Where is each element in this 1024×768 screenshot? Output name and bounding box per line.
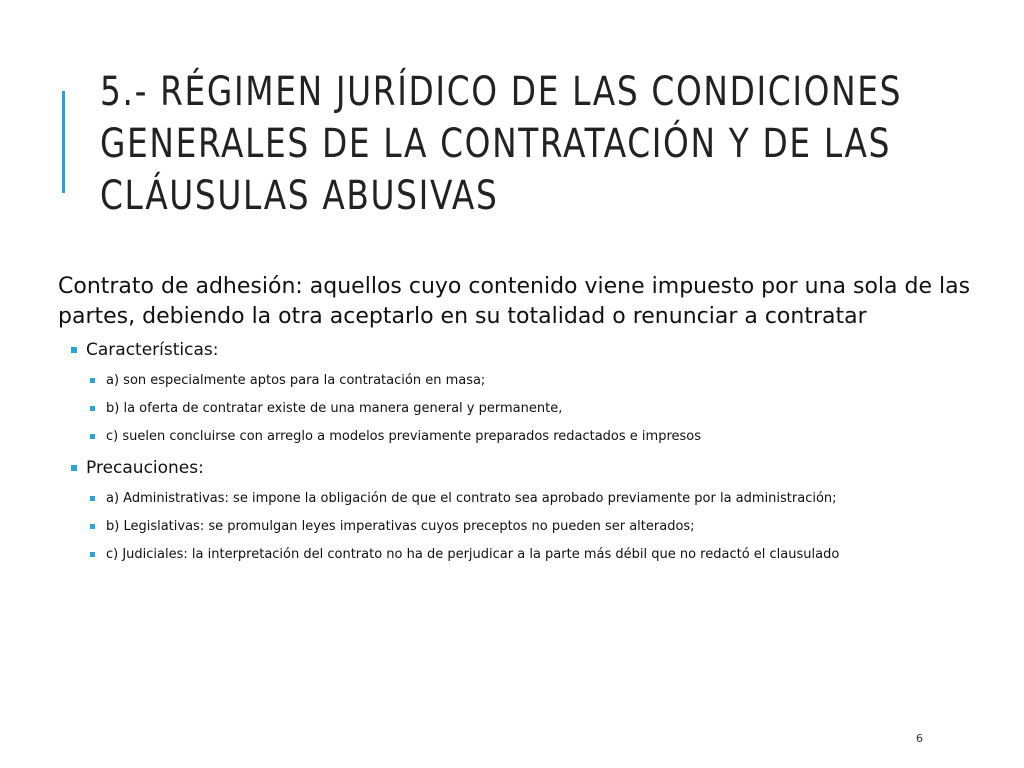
- slide-body: [58, 272, 978, 574]
- section-heading-label: Precauciones:: [86, 458, 204, 478]
- lead-paragraph: Contrato de adhesión: aquellos cuyo contenido viene impuesto por una sola de las partes, debiendo la otra aceptarlo en su totalidad o renunciar a contratar: [58, 274, 971, 329]
- square-bullet-icon: [71, 465, 77, 471]
- square-bullet-icon: [90, 524, 95, 529]
- square-bullet-icon: [90, 434, 95, 439]
- section-heading-label: Características:: [86, 340, 219, 360]
- list-item-text: a) son especialmente aptos para la contratación en masa;: [106, 373, 486, 388]
- slide-title: [100, 66, 977, 222]
- slide-title-line-2: GENERALES DE LA CONTRATACIÓN Y DE LAS: [100, 121, 892, 167]
- list-item: [58, 518, 978, 536]
- square-bullet-icon: [90, 552, 95, 557]
- square-bullet-icon: [90, 406, 95, 411]
- list-item-text: c) Judiciales: la interpretación del contrato no ha de perjudicar a la parte más débil que no redactó el clausulado: [106, 547, 840, 562]
- list-item: [58, 490, 978, 508]
- slide-title-line-3: CLÁUSULAS ABUSIVAS: [100, 173, 499, 219]
- list-item: [58, 546, 978, 564]
- title-accent-bar: [62, 91, 65, 193]
- list-item-text: b) Legislativas: se promulgan leyes imperativas cuyos preceptos no pueden ser alterados;: [106, 519, 695, 534]
- section-heading-precauciones: [58, 456, 978, 480]
- list-item: [58, 372, 978, 390]
- list-item-text: c) suelen concluirse con arreglo a modelos previamente preparados redactados e impresos: [106, 429, 702, 444]
- list-item-text: b) la oferta de contratar existe de una manera general y permanente,: [106, 401, 563, 416]
- list-item: [58, 428, 978, 446]
- slide-title-line-1: 5.- RÉGIMEN JURÍDICO DE LAS CONDICIONES: [100, 69, 903, 115]
- square-bullet-icon: [71, 347, 77, 353]
- square-bullet-icon: [90, 378, 95, 383]
- page-number: 6: [916, 732, 923, 745]
- section-heading-caracteristicas: [58, 338, 978, 362]
- list-item: [58, 400, 978, 418]
- square-bullet-icon: [90, 496, 95, 501]
- list-item-text: a) Administrativas: se impone la obligación de que el contrato sea aprobado previamente por la administración;: [106, 491, 837, 506]
